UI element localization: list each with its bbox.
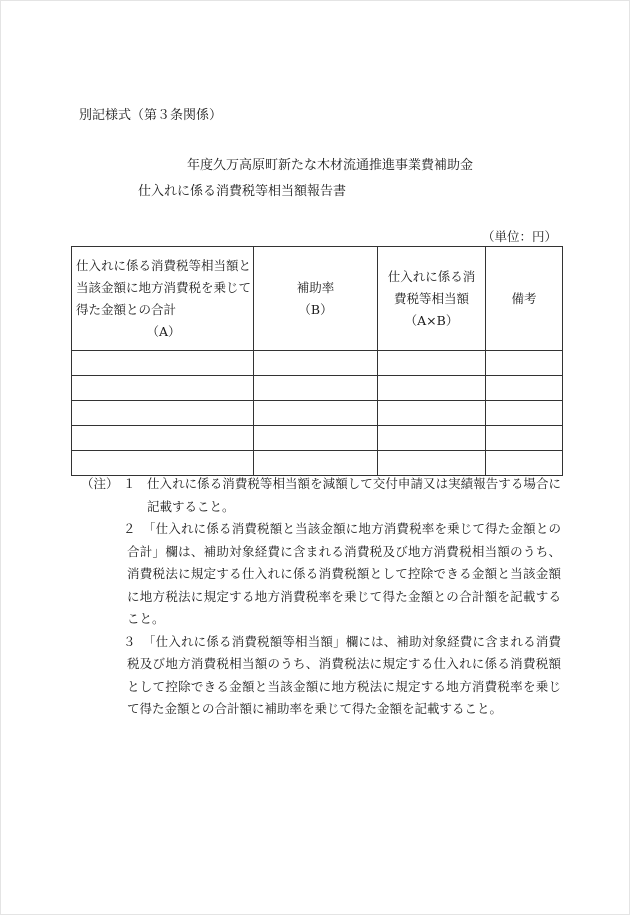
note-number: ２ (123, 521, 136, 536)
table-cell[interactable] (72, 401, 254, 426)
report-title: 仕入れに係る消費税等相当額報告書 (138, 184, 347, 199)
note-item (81, 473, 561, 518)
header-col-b-mark: （B） (298, 301, 333, 317)
header-col-c (378, 247, 486, 351)
table-row (72, 376, 563, 401)
table-cell[interactable] (72, 451, 254, 476)
table-row (72, 401, 563, 426)
form-label: 別記様式（第３条関係） (79, 108, 223, 123)
header-col-b (254, 247, 378, 351)
header-col-b-text: 補助率 (296, 279, 335, 295)
table-cell[interactable] (486, 401, 563, 426)
notes-section (81, 473, 561, 721)
table-row (72, 351, 563, 376)
table-cell[interactable] (378, 401, 486, 426)
note-number: １ (123, 476, 136, 491)
table-cell[interactable] (378, 451, 486, 476)
table-cell[interactable] (254, 451, 378, 476)
table-cell[interactable] (72, 426, 254, 451)
note-text: 仕入れに係る消費税等相当額を減額して交付申請又は実績報告する場合に記載すること。 (147, 476, 561, 514)
table-row (72, 451, 563, 476)
header-col-a-mark: （A） (146, 323, 181, 339)
table-cell[interactable] (72, 351, 254, 376)
header-col-d (486, 247, 563, 351)
table-row (72, 426, 563, 451)
table-cell[interactable] (486, 376, 563, 401)
note-text: 「仕入れに係る消費税額と当該金額に地方消費税率を乗じて得た金額との合計」欄は、補助対象経費に含まれる消費税及び地方消費税相当額のうち、消費税法に規定する仕入れに係る消費税額として控除できる金額と当該金額に地方税法に規定する地方消費税率を乗じて得た金額との合計額を記載すること。 (127, 521, 561, 626)
table-cell[interactable] (486, 451, 563, 476)
header-col-d-text: 備考 (511, 290, 537, 306)
table-cell[interactable] (254, 426, 378, 451)
tax-report-table (71, 246, 563, 476)
table-header-row (72, 247, 563, 351)
table-cell[interactable] (378, 376, 486, 401)
subsidy-title: 年度久万高原町新たな木材流通推進事業費補助金 (187, 158, 474, 173)
header-col-a-text: 仕入れに係る消費税等相当額と当該金額に地方消費税を乗じて得た金額との合計 (76, 257, 252, 317)
header-col-a (72, 247, 254, 351)
unit-label: （単位：円） (481, 229, 557, 244)
table-cell[interactable] (378, 351, 486, 376)
table-cell[interactable] (254, 376, 378, 401)
note-text: 「仕入れに係る消費税額等相当額」欄には、補助対象経費に含まれる消費税及び地方消費税相当額のうち、消費税法に規定する仕入れに係る消費税額として控除できる金額と当該金額に地方税法に規定する地方消費税率を乗じて得た金額との合計額に補助率を乗じて得た金額を記載すること。 (127, 633, 561, 716)
table-cell[interactable] (486, 426, 563, 451)
table-cell[interactable] (254, 401, 378, 426)
header-col-c-text: 仕入れに係る消費税等相当額 (387, 268, 476, 306)
note-item (81, 518, 561, 631)
table-cell[interactable] (254, 351, 378, 376)
note-number: ３ (123, 633, 136, 649)
note-item (81, 631, 561, 721)
header-col-c-mark: （A×B） (404, 312, 459, 328)
table-cell[interactable] (72, 376, 254, 401)
table-cell[interactable] (378, 426, 486, 451)
table-cell[interactable] (486, 351, 563, 376)
notes-prefix: （注） (81, 476, 119, 491)
